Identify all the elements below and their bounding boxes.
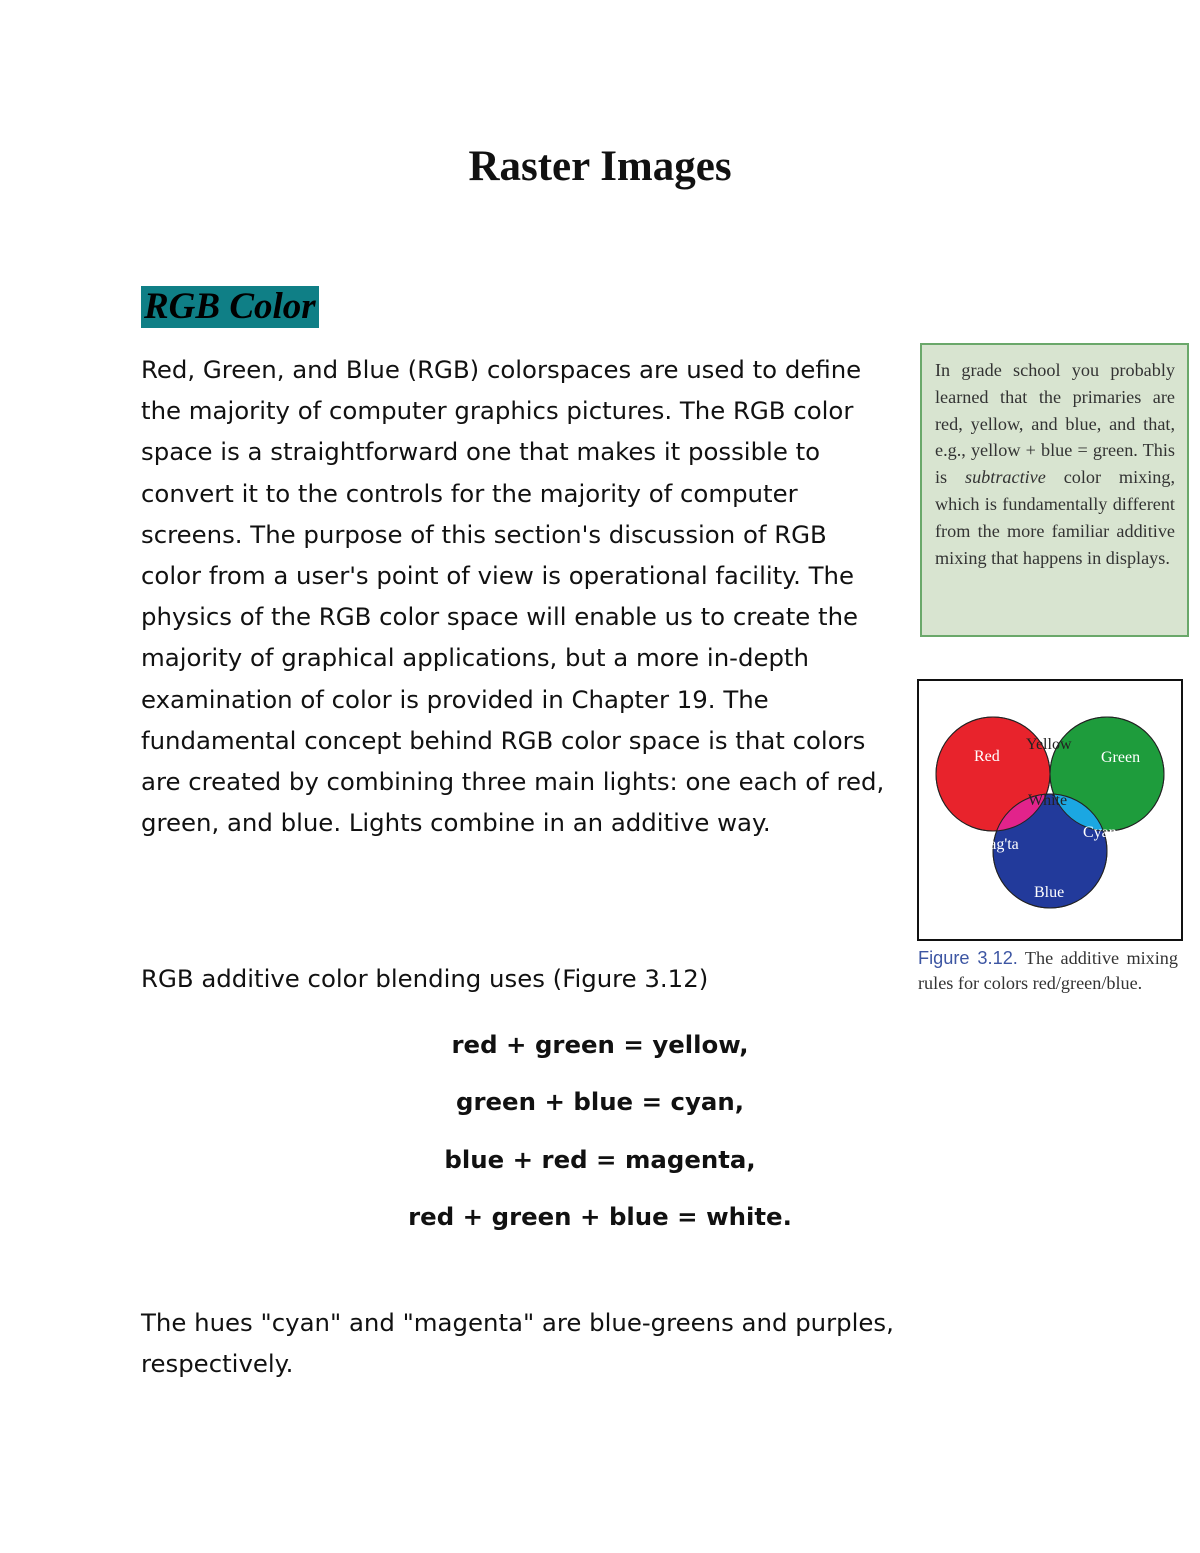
body-paragraph-intro: Red, Green, and Blue (RGB) colorspaces are used to define the majority of computer graphics pictures. The RGB color space is a straightforward one that makes it possible to convert it to the controls for the majority of computer screens. The purpose of this section's discussion of RGB color from a user's point of view is operational facility. The physics of the RGB color space will enable us to create the majority of graphical applications, but a more in-depth examination of color is provided in Chapter 19. The fundamental concept behind RGB color space is that colors are created by combining three main lights: one each of red, green, and blue. Lights combine in an additive way.: [141, 355, 885, 838]
rgb-venn-diagram: [919, 681, 1181, 939]
mixing-rules-list: [300, 1016, 900, 1245]
venn-label-red: Red: [974, 748, 1000, 765]
mixing-rule: green + blue = cyan,: [456, 1087, 744, 1117]
figure-caption: [918, 946, 1178, 995]
venn-label-white: White: [1028, 792, 1068, 809]
page-title: Raster Images: [468, 143, 732, 190]
figure-caption-label: Figure 3.12.: [918, 948, 1018, 968]
venn-label-blue: Blue: [1034, 884, 1065, 901]
venn-label-magenta: Mag'ta: [975, 836, 1019, 853]
figure-caption-text: The additive mixing rules for colors red/green/blue.: [918, 948, 1178, 993]
venn-figure-frame: [917, 679, 1183, 941]
mixing-rule: blue + red = magenta,: [444, 1144, 756, 1174]
sidenote-emphasis: subtractive: [965, 467, 1046, 488]
mixing-rule: red + green = yellow,: [451, 1030, 749, 1059]
body-paragraph-blending: RGB additive color blending uses (Figure 3.12): [141, 964, 709, 993]
venn-label-cyan: Cyan: [1083, 824, 1117, 841]
body-paragraph-hues: The hues "cyan" and "magenta" are blue-greens and purples, respectively.: [141, 1308, 894, 1379]
venn-label-green: Green: [1101, 749, 1141, 766]
sidenote-text-after: color mixing, which is fundamentally different from the more familiar additive mixing that happens in displays.: [935, 467, 1175, 568]
sidenote-text-before: In grade school you probably learned that the primaries are red, yellow, and blue, and that, e.g., yellow + blue = green. This is: [935, 360, 1175, 488]
mixing-rule: red + green + blue = white.: [408, 1201, 792, 1231]
section-heading-rgb-color: RGB Color: [141, 286, 319, 328]
venn-label-yellow: Yellow: [1026, 736, 1072, 753]
sidenote-box: [920, 343, 1189, 637]
